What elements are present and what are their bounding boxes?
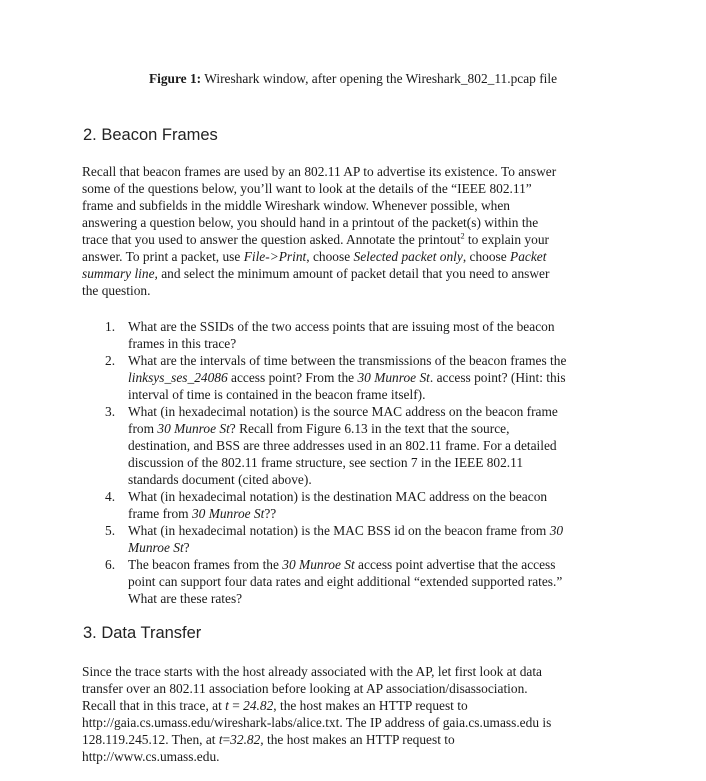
text-run: to explain your [464, 232, 549, 247]
question-number: 4. [105, 489, 116, 504]
text-run: from [128, 421, 158, 436]
text-line [82, 265, 642, 282]
text-line [128, 335, 555, 352]
text-line [82, 163, 642, 180]
text-line [82, 180, 642, 197]
text-line [128, 471, 558, 488]
text-run: What are these rates? [128, 591, 243, 606]
question-item [105, 556, 645, 607]
text-run: frames in this trace? [128, 336, 237, 351]
text-run: http://www.cs.umass.edu. [82, 749, 220, 764]
text-run: the host makes an HTTP request to [263, 732, 455, 747]
text-line [82, 748, 642, 765]
text-line [128, 437, 558, 454]
text-run: . access point? (Hint: this [429, 370, 566, 385]
figure-label: Figure 1: [148, 71, 202, 86]
question-text [128, 352, 566, 403]
text-run: answer. To print a packet, use [82, 249, 244, 264]
emphasis-text: t [225, 698, 229, 713]
question-item [105, 522, 645, 556]
text-line [128, 369, 566, 386]
text-line [128, 573, 562, 590]
text-line [82, 714, 642, 731]
section-heading-data-transfer: 3. Data Transfer [83, 624, 202, 642]
emphasis-text: Selected packet only [353, 249, 463, 264]
question-text [128, 556, 562, 607]
section-heading-beacon-frames: 2. Beacon Frames [83, 126, 218, 144]
emphasis-text: Munroe St [128, 540, 184, 555]
text-run: ? [183, 540, 190, 555]
text-run: access point? From the [227, 370, 358, 385]
text-run: trace that you used to answer the question asked. Annotate the printout [82, 232, 461, 247]
data-transfer-paragraph [82, 663, 642, 765]
text-run: ? Recall from Figure 6.13 in the text that the source, [229, 421, 510, 436]
question-number: 1. [105, 319, 116, 334]
text-line [82, 248, 642, 265]
text-line [82, 731, 642, 748]
text-run: , the host makes an HTTP request to [273, 698, 468, 713]
text-line [82, 231, 642, 248]
text-run: What (in hexadecimal notation) is the MAC BSS id on the beacon frame from [128, 523, 550, 538]
text-line [82, 663, 642, 680]
emphasis-text: 30 Munroe St [357, 370, 430, 385]
emphasis-text: 30 [549, 523, 564, 538]
text-line [82, 697, 642, 714]
text-line [128, 352, 566, 369]
text-run: Recall that in this trace, at [82, 698, 226, 713]
question-text [128, 522, 563, 556]
text-run: interval of time is contained in the beacon frame itself). [128, 387, 426, 402]
text-line [82, 214, 642, 231]
text-line [128, 318, 555, 335]
question-item [105, 352, 645, 403]
emphasis-text: File->Print [243, 249, 307, 264]
text-line [128, 505, 547, 522]
text-line [128, 539, 563, 556]
text-run: ?? [264, 506, 277, 521]
emphasis-text: linksys_ses_24086 [128, 370, 228, 385]
text-run: standards document (cited above). [128, 472, 312, 487]
question-item [105, 488, 645, 522]
text-run: some of the questions below, you’ll want to look at the details of the “IEEE 802.11” [82, 181, 532, 196]
text-run: transfer over an 802.11 association before looking at AP association/disassociation. [82, 681, 528, 696]
text-run: What (in hexadecimal notation) is the destination MAC address on the beacon [128, 489, 548, 504]
emphasis-text: t [218, 732, 223, 747]
text-line [82, 197, 642, 214]
text-line [128, 420, 558, 437]
text-run: http://gaia.cs.umass.edu/wireshark-labs/alice.txt. The IP address of gaia.cs.umass.edu is [82, 715, 552, 730]
emphasis-text: 32.82, [230, 732, 264, 747]
text-run: destination, and BSS are three addresses used in an 802.11 frame. For a detailed [128, 438, 557, 453]
text-line [128, 556, 562, 573]
text-run: , choose [306, 249, 354, 264]
emphasis-text: 30 Munroe St [157, 421, 230, 436]
text-run: access point advertise that the access [354, 557, 556, 572]
question-list [105, 318, 645, 607]
question-text [128, 488, 547, 522]
question-number: 3. [105, 404, 116, 419]
text-line [82, 282, 642, 299]
emphasis-text: 24.82 [243, 698, 274, 713]
question-number: 5. [105, 523, 116, 538]
text-line [128, 386, 566, 403]
text-line [128, 454, 558, 471]
text-run: the question. [82, 283, 151, 298]
text-run: The beacon frames from the [128, 557, 283, 572]
question-number: 2. [105, 353, 116, 368]
text-line [128, 522, 563, 539]
text-run: Recall that beacon frames are used by an 802.11 AP to advertise its existence. To answer [82, 164, 557, 179]
text-line [82, 680, 642, 697]
text-line [128, 403, 558, 420]
beacon-intro-paragraph [82, 163, 642, 299]
text-run: and select the minimum amount of packet detail that you need to answer [157, 266, 550, 281]
question-text [128, 403, 558, 488]
emphasis-text: summary line, [82, 266, 158, 281]
text-run: = [222, 732, 231, 747]
text-line [128, 488, 547, 505]
text-run: frame from [128, 506, 192, 521]
text-run: Since the trace starts with the host already associated with the AP, let first look at data [82, 664, 542, 679]
emphasis-text: 30 Munroe St [282, 557, 355, 572]
text-run: What are the SSIDs of the two access points that are issuing most of the beacon [128, 319, 555, 334]
emphasis-text: Packet [510, 249, 547, 264]
text-run: , choose [462, 249, 511, 264]
question-item [105, 403, 645, 488]
figure-caption [0, 70, 706, 87]
text-run: = [228, 698, 244, 713]
text-run: What are the intervals of time between the transmissions of the beacon frames the [128, 353, 567, 368]
emphasis-text: 30 Munroe St [191, 506, 265, 521]
question-number: 6. [105, 557, 116, 572]
text-run: point can support four data rates and eight additional “extended supported rates.” [128, 574, 563, 589]
question-item [105, 318, 645, 352]
text-run: answering a question below, you should hand in a printout of the packet(s) within the [82, 215, 539, 230]
text-run: frame and subfields in the middle Wireshark window. Whenever possible, when [82, 198, 510, 213]
text-run: discussion of the 802.11 frame structure, see section 7 in the IEEE 802.11 [128, 455, 524, 470]
figure-caption-text: Wireshark window, after opening the Wireshark_802_11.pcap file [204, 71, 558, 86]
footnote-marker: 2 [460, 231, 465, 241]
question-text [128, 318, 555, 352]
text-run: 128.119.245.12. Then, at [82, 732, 219, 747]
text-line [128, 590, 562, 607]
text-run: What (in hexadecimal notation) is the source MAC address on the beacon frame [128, 404, 558, 419]
